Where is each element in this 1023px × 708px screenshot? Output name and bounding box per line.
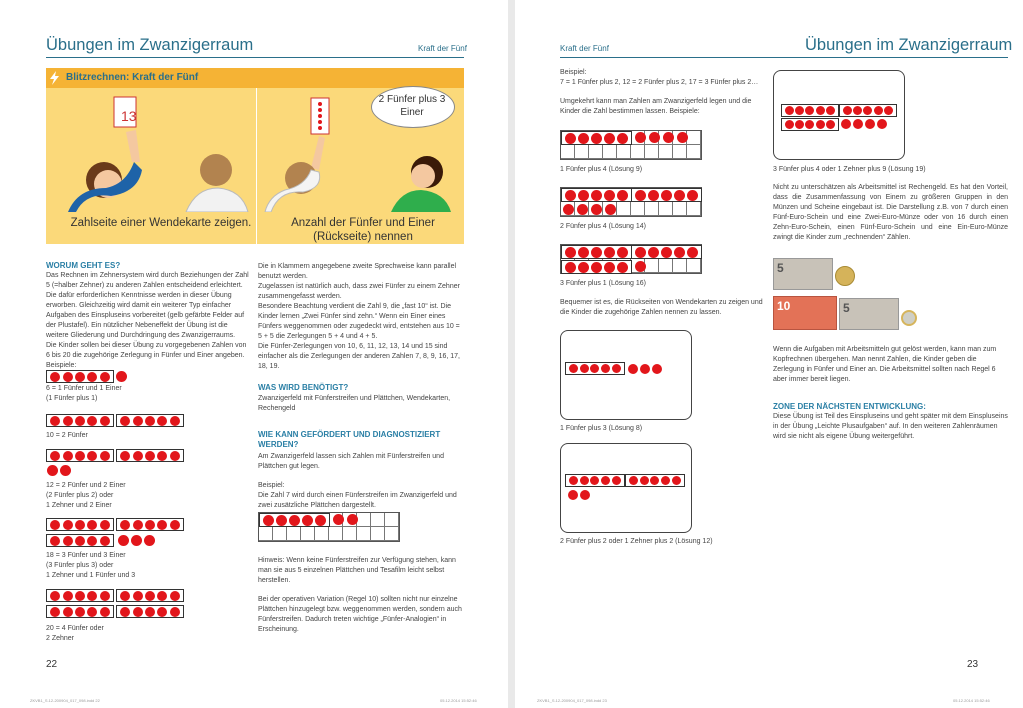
single-counter [877,119,887,129]
single-counter [628,364,638,374]
single-counter [563,204,574,215]
turn-card-12 [560,443,692,533]
page-number: 22 [46,659,58,670]
five-strip [46,370,114,383]
five-strip [46,589,114,602]
example-18-label: 18 = 3 Fünfer und 3 Einer [46,552,126,559]
grid-3-caption: 3 Fünfer plus 1 (Lösung 16) [560,280,646,287]
page-number: 23 [967,659,979,670]
example-10-label: 10 = 2 Fünfer [46,432,88,439]
was-text: Zwanzigerfeld mit Fünferstreifen und Plättchen, Wendekarten, Rechengeld [258,395,451,412]
print-timestamp: 05.12.2014 15:52:46 [440,698,477,703]
single-counter [640,364,650,374]
section-heading-worum: WORUM GEHT ES? [46,261,121,270]
single-counter [605,204,616,215]
single-counter [652,364,662,374]
left-page [0,0,508,708]
paragraph: Die Fünfer-Zerlegungen von 10, 6, 11, 12, 13, 14 und 15 sind einfacher als die Zerlegungen der anderen Zahlen 7, 8, 9, 16, 17, 18, 19. [258,343,460,370]
example-20-label: 20 = 4 Fünfer oder [46,625,104,632]
five-euro-value: 5 [777,261,784,275]
rechengeld-text: Nicht zu unterschätzen als Arbeitsmittel ist Rechengeld. Es hat den Vorteil, dass die Zusammenfassung von Einern zu größeren Gruppen in den Münzen und Scheine eingebaut ist. Die Darstellung z.B. von 7 durch einen Fünf-Euro-Schein und eine Zwei-Euro-Münze oder von 16 durch einen Zehn-Euro-Schein, einen Fünf-Euro-Schein und eine Ein-Euro-Münze zwingt die Kinder zum „rechnenden“ Zählen. [773,184,1008,241]
example-6-dots [46,370,146,382]
header-rule [560,57,1008,58]
five-strip [46,449,114,462]
intro-banner [46,68,464,244]
card-2-caption: 2 Fünfer plus 2 oder 1 Zehner plus 2 (Lösung 12) [560,538,713,545]
lightning-icon [49,71,61,85]
worum-paragraph: Das Rechnen im Zehnersystem wird durch Beziehungen der Zahl 5 (=halber Zehner) zu anderen Zahlen entscheidend erleichtert. Die dafür erforderlichen Kenntnisse werden in dieser Übung erworben. Gleichzeitig wird damit ein weiterer Typ einfacher Aufgaben des Einspluseins vorbereitet (gelb gefärbte Felder auf der Plustafel). Ein nützlicher Nebeneffekt der Übung ist die weitere Gliederung und Durchdringung des Zwanzigerraums. [46,272,249,339]
banner-divider [256,88,257,244]
caption-card-back: Anzahl der Fünfer und Einer (Rückseite) nennen [291,217,435,243]
paragraph: Besondere Beachtung verdient die Zahl 9, die „fast 10“ ist. Die Kinder lernen „Zwei Fünfer sind zehn.“ Wenn ein Einer eines Fünfers weggenommen oder zugedeckt wird, entstehen aus 10 = 5 + 5 die Zerlegungen 5 + 4 und 4 + 5. [258,303,460,340]
five-strip [781,118,839,131]
example-12-note2: 1 Zehner und 2 Einer [46,502,112,509]
five-strip [46,534,114,547]
page-title: Übungen im Zwanzigerraum [46,36,254,54]
ten-euro-value: 10 [777,299,791,313]
single-counter [853,119,863,129]
single-counter [677,132,688,143]
paragraph: Die in Klammern angegebene zweite Sprechweise kann parallel benutzt werden. [258,263,457,280]
worum-paragraph-2: Die Kinder sollen bei dieser Übung zu vorgegebenen Zahlen von 6 bis 20 die zugehörige Zerlegung in Fünfer und Einer angeben. Beispiele: [46,342,247,369]
five-strip [839,104,897,117]
single-counter [347,514,358,525]
single-counter [60,465,71,476]
five-strip [561,245,632,259]
hinweis-text: Hinweis: Wenn keine Fünferstreifen zur Verfügung stehen, kann man sie aus 5 einzelnen Plättchen und Tesafilm leicht selbst herstellen. [258,557,456,584]
single-counter [841,119,851,129]
five-strip [116,605,184,618]
single-counter [865,119,875,129]
print-slug: ZKVB1_S.12-200904_017_098.indd 23 [537,698,607,703]
banner-title: Blitzrechnen: Kraft der Fünf [66,72,199,83]
example-18-note: (3 Fünfer plus 3) oder [46,562,114,569]
five-strip [561,188,632,202]
five-strip [625,474,685,487]
five-strip [631,188,702,202]
single-counter [118,535,129,546]
page-title: Übungen im Zwanzigerraum [805,36,1013,54]
print-timestamp: 05.12.2014 15:52:46 [953,698,990,703]
five-strip [46,605,114,618]
example-20-note: 2 Zehner [46,635,75,642]
five-strip [259,513,330,527]
single-counter [568,490,578,500]
zone-text: Diese Übung ist Teil des Einspluseins und geht später mit dem Einspluseins in der Übung „Leichte Plusaufgaben“ auf. In den weiteren Zahlenräumen wird sie nicht als eigene Übung weitergeführt. [773,413,1008,440]
example-18-note2: 1 Zehner und 1 Fünfer und 3 [46,572,136,579]
single-counter [144,535,155,546]
grid-2-caption: 2 Fünfer plus 4 (Lösung 14) [560,223,646,230]
right-page [515,0,1023,708]
single-counter [131,535,142,546]
example-6-label: 6 = 1 Fünfer und 1 Einer [46,385,122,392]
single-counter [663,132,674,143]
variation-text: Bei der operativen Variation (Regel 10) sollten nicht nur einzelne Plättchen hinzugelegt bzw. weggenommen werden, sondern auch Fünferstreifen. Dadurch treten wichtige „Fünfer-Analogien“ in Erscheinung. [258,596,462,633]
five-strip [631,245,702,259]
five-strip [116,414,184,427]
five-strip [116,518,184,531]
page-subtitle: Kraft der Fünf [560,44,609,53]
page-subtitle: Kraft der Fünf [418,44,467,53]
print-slug: ZKVB1_S.12-200904_017_098.indd 22 [30,698,100,703]
five-euro-value-2: 5 [843,301,850,315]
worum-text [46,271,251,371]
two-euro-coin [835,266,855,286]
section-heading-zone: ZONE DER NÄCHSTEN ENTWICKLUNG: [773,402,926,411]
beispiel-line: 7 = 1 Fünfer plus 2, 12 = 2 Fünfer plus 2, 17 = 3 Fünfer plus 2… [560,79,759,86]
single-counter [591,204,602,215]
five-strip [116,589,184,602]
five-strip [565,362,625,375]
example-12-label: 12 = 2 Fünfer und 2 Einer [46,482,126,489]
section-heading-wie: WIE KANN GEFÖRDERT UND DIAGNOSTIZIERT WERDEN? [258,430,441,449]
header-rule [46,57,464,58]
single-counter [116,371,127,382]
bequemer-text: Bequemer ist es, die Rückseiten von Wendekarten zu zeigen und die Kinder die zugehörige Zahlen nennen zu lassen. [560,299,763,316]
grid-1-caption: 1 Fünfer plus 4 (Lösung 9) [560,166,643,173]
turn-card-8 [560,330,692,420]
five-strip [116,449,184,462]
five-strip [565,474,625,487]
beispiel-label: Beispiel: [258,482,285,489]
five-strip [561,131,632,145]
boy-showing-card-illustration [66,92,256,212]
five-strip [46,518,114,531]
five-strip [46,414,114,427]
section-heading-was: WAS WIRD BENÖTIGT? [258,383,349,392]
card-number: 13 [121,108,137,124]
example-6-note: (1 Fünfer plus 1) [46,395,98,402]
umgekehrt-text: Umgekehrt kann man Zahlen am Zwanzigerfeld legen und die Kinder die Zahl bestimmen lassen. Beispiele: [560,98,752,115]
beispiel-text: Die Zahl 7 wird durch einen Fünferstreifen im Zwanzigerfeld und zwei zusätzliche Plättchen dargestellt. [258,492,457,509]
single-counter [333,514,344,525]
paragraph: Zugelassen ist natürlich auch, dass zwei Fünfer zu einem Zehner zusammengefasst werden. [258,283,460,300]
five-strip [781,104,839,117]
card-1-caption: 1 Fünfer plus 3 (Lösung 8) [560,425,643,432]
single-counter [635,261,646,272]
single-counter [649,132,660,143]
card-3-caption: 3 Fünfer plus 4 oder 1 Zehner plus 9 (Lösung 19) [773,166,926,173]
single-counter [580,490,590,500]
column-2-text [258,262,464,372]
caption-card-front: Zahlseite einer Wendekarte zeigen. [70,217,252,229]
beispiel-label: Beispiel: [560,69,587,76]
speech-text: 2 Fünfer plus 3 Einer [378,94,446,118]
kopfrechnen-text: Wenn die Aufgaben mit Arbeitsmitteln gut gelöst werden, kann man zum Kopfrechnen übergehen. Man nennt Zahlen, die Kinder geben die Zerlegung in Fünfer und Einer an. Die Arbeitsmittel sollten nach Regel 6 aber immer bereit liegen. [773,346,997,383]
one-euro-coin [901,310,917,326]
example-12-note: (2 Fünfer plus 2) oder [46,492,114,499]
single-counter [577,204,588,215]
single-counter [47,465,58,476]
single-counter [635,132,646,143]
five-strip [561,260,632,274]
wie-text: Am Zwanzigerfeld lassen sich Zahlen mit Fünferstreifen und Plättchen gut legen. [258,453,444,470]
